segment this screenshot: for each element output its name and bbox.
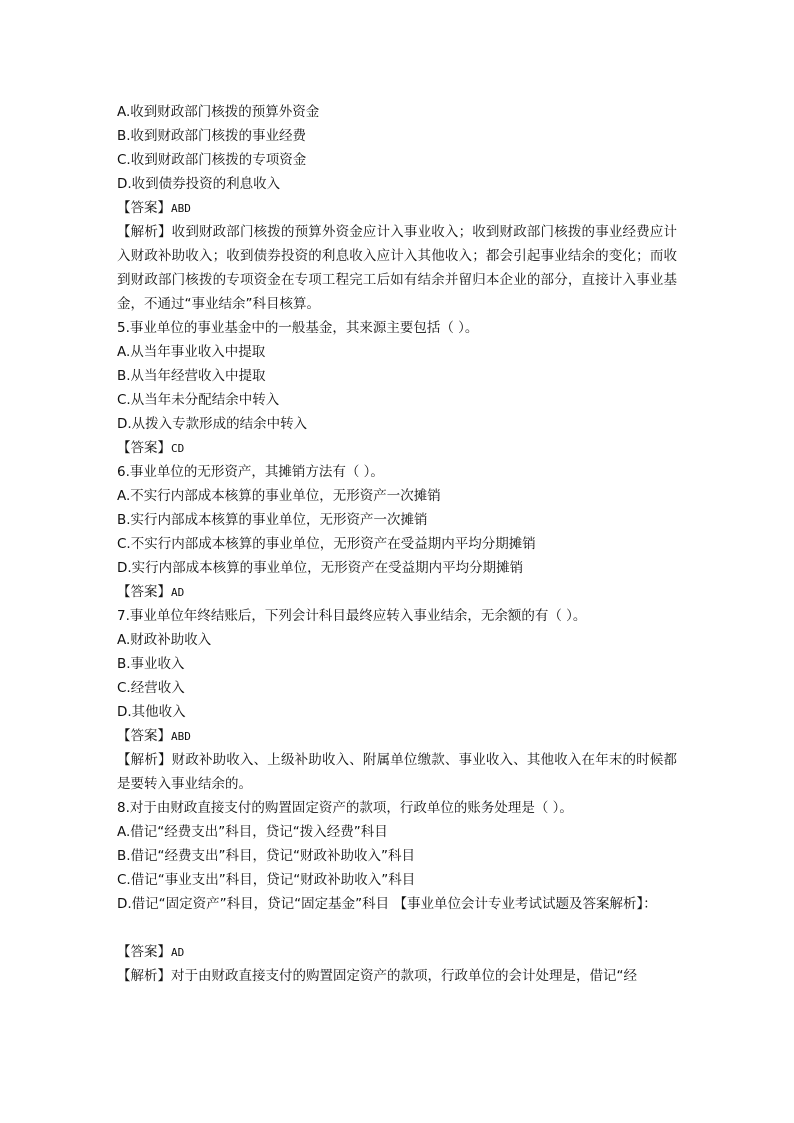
option-d: D.从拨入专款形成的结余中转入 [117,416,308,432]
answer-value: CD [171,442,185,455]
option-c: C.不实行内部成本核算的事业单位，无形资产在受益期内平均分期摊销 [117,536,536,552]
answer-line [117,580,677,604]
answer-value: ABD [171,202,191,215]
option-b: B.实行内部成本核算的事业单位，无形资产一次摊销 [117,512,428,528]
option-a: A.财政补助收入 [117,632,212,648]
option-c: C.借记“事业支出”科目，贷记“财政补助收入”科目 [117,872,416,888]
answer-label: 【答案】 [117,440,171,456]
option-b: B.借记“经费支出”科目，贷记“财政补助收入”科目 [117,848,416,864]
option-a: A.从当年事业收入中提取 [117,344,266,360]
option-d: D.实行内部成本核算的事业单位，无形资产在受益期内平均分期摊销 [117,560,524,576]
question-text: 7.事业单位年终结账后，下列会计科目最终应转入事业结余，无余额的有（ ）。 [117,608,587,624]
question-7 [117,604,677,796]
document-page [117,100,677,988]
option-b: B.从当年经营收入中提取 [117,368,266,384]
option-b: B.收到财政部门核拨的事业经费 [117,128,307,144]
option-a: A.不实行内部成本核算的事业单位，无形资产一次摊销 [117,488,441,504]
analysis-label: 【解析】 [117,752,172,768]
analysis-text: 收到财政部门核拨的预算外资金应计入事业收入；收到财政部门核拨的事业经费应计入财政补助收入；收到债券投资的利息收入应计入其他收入；都会引起事业结余的变化；而收到财政部门核拨的专项资金在专项工程完工后如有结余并留归本企业的部分，直接计入事业基金，不通过“事业结余”科目核算。 [117,224,678,312]
answer-value: AD [171,586,185,599]
option-d: D.借记“固定资产”科目，贷记“固定基金”科目 【事业单位会计专业考试试题及答案解析】： [117,896,657,912]
answer-line [117,196,677,220]
analysis-label: 【解析】 [117,968,171,984]
answer-line [117,436,677,460]
question-8 [117,796,677,988]
answer-line [117,940,677,964]
analysis-text: 对于由财政直接支付的购置固定资产的款项，行政单位的会计处理是，借记“经 [171,968,637,984]
option-a: A.收到财政部门核拨的预算外资金 [117,104,320,120]
analysis [117,220,677,316]
question-5 [117,316,677,460]
option-b: B.事业收入 [117,656,185,672]
option-a: A.借记“经费支出”科目，贷记“拨入经费”科目 [117,824,388,840]
answer-label: 【答案】 [117,200,171,216]
question-text: 5.事业单位的事业基金中的一般基金，其来源主要包括（ ）。 [117,320,479,336]
question-6 [117,460,677,604]
answer-label: 【答案】 [117,584,171,600]
analysis-label: 【解析】 [117,224,172,240]
option-d: D.收到债券投资的利息收入 [117,176,281,192]
option-c: C.经营收入 [117,680,185,696]
question-text: 6.事业单位的无形资产，其摊销方法有（ ）。 [117,464,384,480]
analysis [117,964,677,988]
option-c: C.从当年未分配结余中转入 [117,392,280,408]
answer-label: 【答案】 [117,728,171,744]
blank-line [117,916,677,940]
analysis-text: 财政补助收入、上级补助收入、附属单位缴款、事业收入、其他收入在年末的时候都是要转入事业结余的。 [117,752,678,792]
answer-line [117,724,677,748]
option-d: D.其他收入 [117,704,186,720]
question-text: 8.对于由财政直接支付的购置固定资产的款项，行政单位的账务处理是（ ）。 [117,800,573,816]
option-c: C.收到财政部门核拨的专项资金 [117,152,307,168]
analysis [117,748,677,796]
question-4 [117,100,677,316]
answer-label: 【答案】 [117,944,171,960]
answer-value: AD [171,946,185,959]
answer-value: ABD [171,730,191,743]
